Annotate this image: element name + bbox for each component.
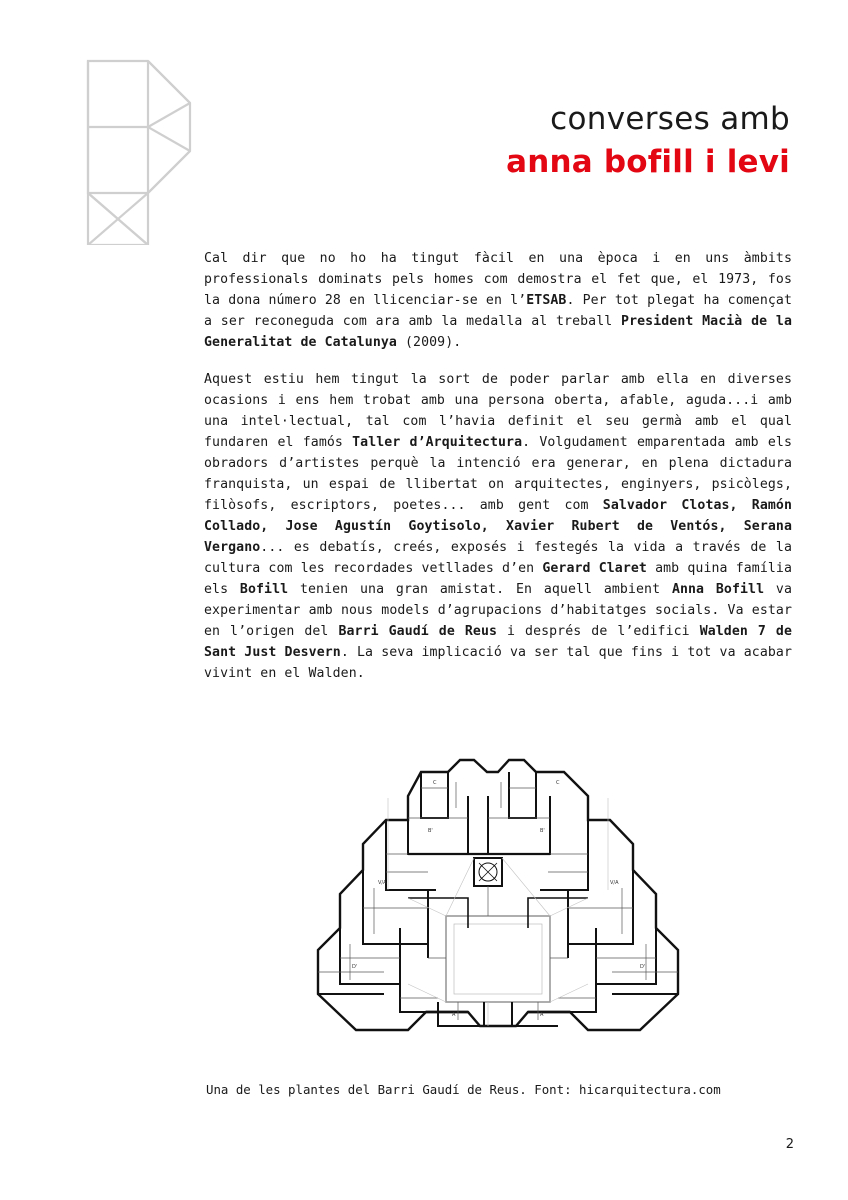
svg-text:A: A — [452, 1012, 456, 1018]
emphasis-text: Barri Gaudí de Reus — [338, 624, 498, 639]
geometric-logo-icon — [82, 55, 212, 245]
body-text: tenien una gran amistat. En aquell ambient — [288, 582, 672, 597]
emphasis-text: Taller d’Arquitectura — [352, 435, 523, 450]
emphasis-text: Walden 7 de Sant Just Desvern — [204, 624, 792, 660]
svg-text:C: C — [433, 780, 437, 786]
body-text: va experimentar amb nous models d’agrupacions d’habitatges socials. Va estar en l’origen del — [204, 582, 792, 639]
figure-caption: Una de les plantes del Barri Gaudí de Reus. Font: hicarquitectura.com — [206, 1082, 721, 1097]
svg-text:B': B' — [428, 828, 433, 834]
emphasis-text: President Macià de la Generalitat de Catalunya — [204, 314, 792, 350]
emphasis-text: Bofill — [239, 582, 289, 597]
emphasis-text: ETSAB — [526, 293, 567, 308]
svg-text:D': D' — [640, 964, 646, 970]
figure-block — [204, 758, 792, 1097]
body-text: ... es debatís, creés, exposés i festegés la vida a través de la cultura com les recordades vetllades d’en — [204, 540, 792, 576]
barri-gaudi-floor-plan — [288, 758, 708, 1068]
article-body — [204, 248, 792, 700]
svg-text:B': B' — [540, 828, 545, 834]
svg-text:D': D' — [352, 964, 358, 970]
emphasis-text: Anna Bofill — [671, 582, 765, 597]
paragraph-1 — [204, 248, 792, 353]
body-text: . Per tot plegat ha començat a ser reconeguda com ara amb la medalla al treball — [204, 293, 793, 329]
svg-text:V/A: V/A — [378, 880, 387, 886]
svg-text:A: A — [540, 1012, 544, 1018]
svg-text:C: C — [556, 780, 560, 786]
body-text: Cal dir que no ho ha tingut fàcil en una època i en uns àmbits professionals dominats pels homes com demostra el fet que, el 1973, fos la dona número 28 en llicenciar-se en l’ — [204, 251, 792, 308]
svg-text:V/A: V/A — [610, 880, 619, 886]
paragraph-2 — [204, 369, 792, 684]
body-text: i després de l’edifici — [497, 624, 700, 639]
title-line-primary: converses amb — [550, 101, 790, 137]
body-text: . Volgudament emparentada amb els obradors d’artistes perquè la intenció era generar, en plena dictadura franquista, un espai de llibertat on arquitectes, enginyers, psicòlegs, filòsofs, escriptors, poetes... amb gent com — [204, 435, 792, 513]
title-line-secondary: anna bofill i levi — [506, 143, 790, 180]
emphasis-text: Gerard Claret — [542, 561, 647, 576]
page-number: 2 — [785, 1137, 794, 1152]
page-title — [506, 100, 790, 182]
body-text: (2009). — [396, 335, 462, 350]
body-text: . La seva implicació va ser tal que fins i tot va acabar vivint en el Walden. — [204, 645, 792, 681]
emphasis-text: Salvador Clotas, Ramón Collado, Jose Agustín Goytisolo, Xavier Rubert de Ventós, Serana Vergano — [204, 498, 793, 555]
body-text: Aquest estiu hem tingut la sort de poder parlar amb ella en diverses ocasions i ens hem trobat amb una persona oberta, afable, aguda...i amb una intel·lectual, tal com l’havia definit el seu germà amb el qual fundaren el famós — [204, 372, 792, 450]
body-text: amb quina família els — [204, 561, 792, 597]
